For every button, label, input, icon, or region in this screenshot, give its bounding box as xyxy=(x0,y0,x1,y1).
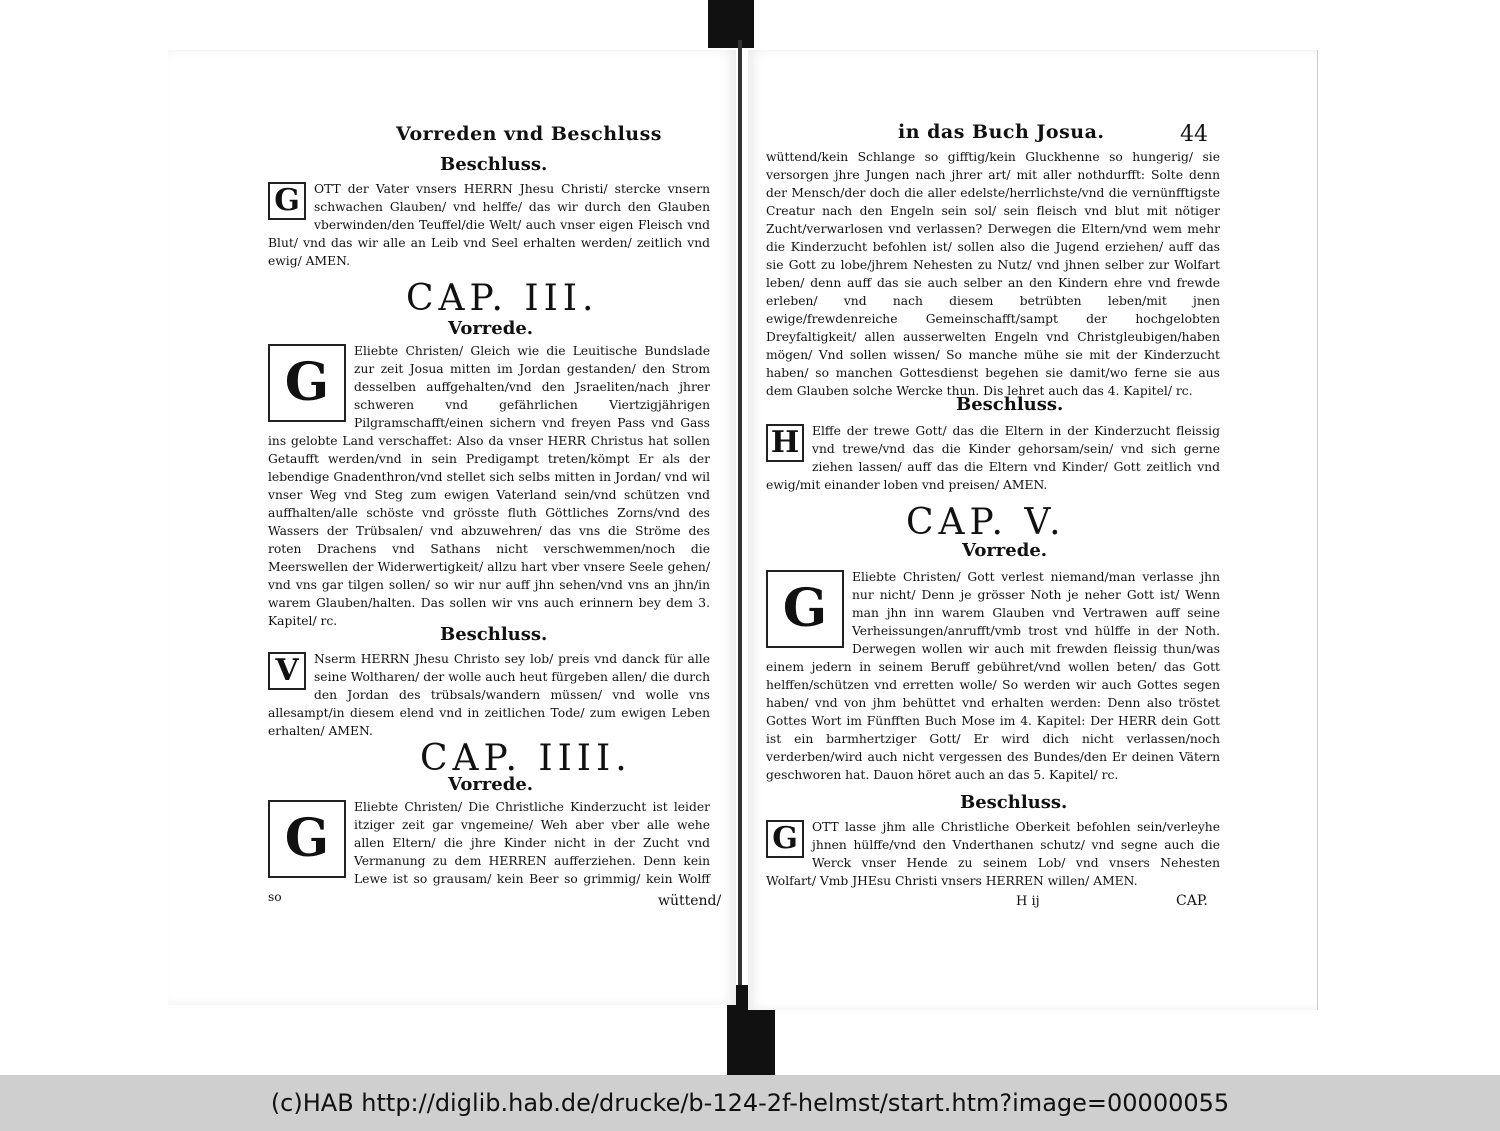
dropcap: V xyxy=(268,652,306,690)
left-paragraph-3: V Nserm HERRN Jhesu Christo sey lob/ preis vnd danck für alle seine Woltharen/ der wolle auch heut fürgeben allen/ die durch den Jordan des trübsals/wandern müssen/ vnd wolle vns allesampt/in diesem elend vnd in zeitlichen Tode/ zum ewigen Leben erhalten/ AMEN. xyxy=(268,652,710,738)
right-catchword: CAP. xyxy=(1176,893,1208,909)
left-section-heading-1: Beschluss. xyxy=(440,154,548,175)
right-chapter-title-5: CAP. V. xyxy=(906,502,1066,543)
dropcap: H xyxy=(766,424,804,462)
right-page xyxy=(748,50,1318,1010)
dropcap: G xyxy=(268,344,346,422)
left-page xyxy=(168,50,736,1005)
copyright-footer xyxy=(0,1075,1500,1131)
right-paragraph-1: wüttend/kein Schlange so gifftig/kein Gluckhenne so hungerig/ sie versorgen jhre Jungen nach jhrer art/ mit aller nothdurfft: Solte denn der Mensch/der doch die aller edelste/herrlichste/vnd die vernünfftigste Creatur nach den Engeln sein sol/ sein fleisch vnd blut mit nötiger Zucht/verwarlosen vnd verlassen? Derwegen die Eltern/vnd wem mehr die Kinderzucht befohlen ist/ sollen also die Jugend erziehen/ auff das sie Gott zu lobe/jhrem Nehesten zu Nutz/ vnd jhnen selber zur Wolfart leben/ denn auff das sie auch selber an den Kindern ehre vnd frewde erleben/ vnd nach diesem betrübten leben/mit jnen ewige/frewdenreiche Gemeinschafft/sampt der hochgelobten Dreyfaltigkeit/ allen ausserwelten Engeln vnd Christgleubigen/haben mögen/ Vnd sollen wissen/ So manche mühe sie mit der Kinderzucht haben/ so manchen Gottesdienst begehen sie damit/wo ferne sie aus dem Glauben solche Wercke thun. Dis lehret auch das 4. Kapitel/ rc. xyxy=(766,150,1220,398)
signature-mark: H ij xyxy=(1016,894,1040,909)
right-paragraph-3: G Eliebte Christen/ Gott verlest niemand/man verlasse jhn nur nicht/ Denn je grösser Noth je neher Gott ist/ Wenn man jhn inn warem Glauben vnd Vertrawen auff seine Verheissungen/anrufft/vmb trost vnd hülffe in der Noth. Derwegen wollen wir auch mit frewden fleissig thun/was einem jedern in seinem Beruff gebühret/vnd wollen beten/ das Gott helffen/schützen vnd erretten wolle/ So werden wir auch Gottes segen haben/ vnd von jhm behüttet vnd erhalten werden: Denn also tröstet Gottes Wort im Fünfften Buch Mose im 4. Kapitel: Der HERR dein Gott ist ein barmhertziger Gott/ Er wird dich nicht verlassen/noch verderben/wird auch nicht vergessen des Bundes/den Er deinen Vätern geschworen hat. Dauon höret auch an das 5. Kapitel/ rc. xyxy=(766,570,1220,782)
left-paragraph-4: G Eliebte Christen/ Die Christliche Kinderzucht ist leider itziger zeit gar vngemeine/ Weh aber vber alle wehe allen Eltern/ die jhre Kinder nicht in der Zucht vnd Vermanung zu dem HERREN aufferziehen. Denn kein Lewe ist so grausam/ kein Beer so grimmig/ kein Wolff so xyxy=(268,800,710,904)
right-paragraph-4: G OTT lasse jhm alle Christliche Oberkeit befohlen sein/verleyhe jhnen hülffe/vnd den Vnderthanen schutz/ vnd segne auch die Werck vnser Hende zu seinem Lob/ vnd vnsers Nehesten Wolfart/ Vmb JHEsu Christi vnsers HERREN willen/ AMEN. xyxy=(766,820,1220,888)
page-number: 44 xyxy=(1180,122,1208,147)
dropcap: G xyxy=(766,570,844,648)
dropcap: G xyxy=(268,182,306,220)
right-section-heading-2: Vorrede. xyxy=(962,540,1048,561)
gutter-line xyxy=(738,40,742,1000)
left-paragraph-2: G Eliebte Christen/ Gleich wie die Leuitische Bundslade zur zeit Josua mitten im Jordan gestanden/ den Strom desselben auffgehalten/vnd den Jsraeliten/nach jhrer schweren vnd gefährlichen Viertzigjährigen Pilgramschafft/einen sichern vnd freyen Pass vnd Gass ins gelobte Land verschaffet: Also da vnser HERR Christus hat sollen Getaufft werden/vnd in sein Predigampt treten/kömpt Er als der lebendige Gnadenthron/vnd stellet sich selbs mitten in Jordan/ vnd wil vnser Weg vnd Steg zum ewigen Vaterland sein/vnd schützen vnd auffhalten/alle schöste vnd grösste fluth Göttliches Zorns/vnd des Wassers der Trübsalen/ vnd abzuwehren/ das vns die Ströme des roten Drachens vnd Sathans nicht verschwemmen/noch die Meerswellen der Widerwertigkeit/ allzu hart vber vnsere Seele gehen/ vnd vns gar tilgen sollen/ so wir nur auff jhn sehen/vnd vns an jhn/in warem Glauben/halten. Das sollen wir vns auch erinnern bey dem 3. Kapitel/ rc. xyxy=(268,344,710,628)
left-chapter-title-4: CAP. IIII. xyxy=(420,738,632,779)
right-paragraph-2: H Elffe der trewe Gott/ das die Eltern in der Kinderzucht fleissig vnd trewe/vnd das die Kinder gehorsam/sein/ vnd sich gerne ziehen lassen/ auff das die Eltern vnd Kinder/ Gott zeitlich vnd ewig/mit einander loben vnd preisen/ AMEN. xyxy=(766,424,1220,492)
left-section-heading-3: Beschluss. xyxy=(440,624,548,645)
right-section-heading-1: Beschluss. xyxy=(956,394,1064,415)
right-section-heading-3: Beschluss. xyxy=(960,792,1068,813)
left-section-heading-2: Vorrede. xyxy=(448,318,534,339)
left-running-head: Vorreden vnd Beschluss xyxy=(396,123,662,145)
right-running-head: in das Buch Josua. xyxy=(898,121,1105,143)
dropcap: G xyxy=(766,820,804,858)
left-section-heading-4: Vorrede. xyxy=(448,774,534,795)
gutter-shadow-top xyxy=(708,0,754,48)
left-catchword: wüttend/ xyxy=(658,893,722,909)
footer-url-text: (c)HAB http://diglib.hab.de/drucke/b-124-2f-helmst/start.htm?image=00000055 xyxy=(270,1089,1230,1117)
dropcap: G xyxy=(268,800,346,878)
left-chapter-title-3: CAP. III. xyxy=(406,278,599,319)
left-paragraph-1: G OTT der Vater vnsers HERRN Jhesu Christi/ stercke vnsern schwachen Glauben/ vnd helffe/ das wir durch den Glauben vberwinden/den Teuffel/die Welt/ auch vnser eigen Fleisch vnd Blut/ vnd das wir alle an Leib vnd Seel erhalten werden/ zeitlich vnd ewig/ AMEN. xyxy=(268,182,710,268)
